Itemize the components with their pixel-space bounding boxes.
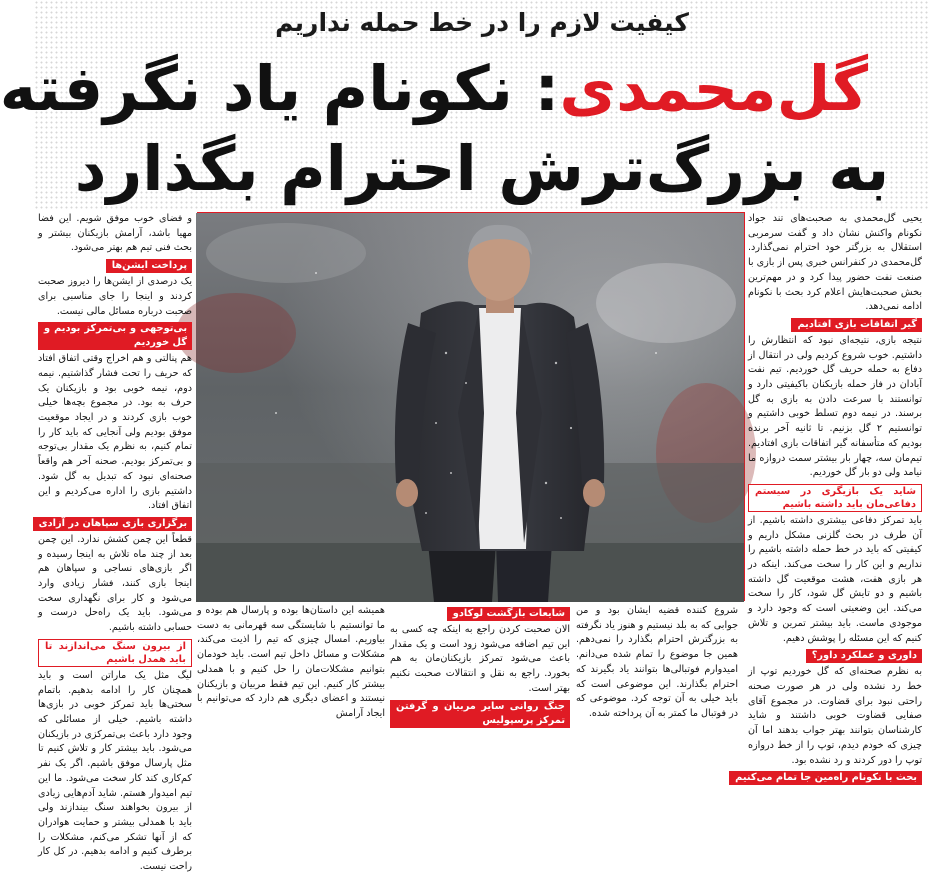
paragraph: لیگ مثل یک ماراتن است و باید همچنان کار را ادامه بدهیم. باتمام سختی‌ها باید تمرکز خوبی در بازی‌ها داشته باشیم. خیلی از مسائلی که وجود دارد باعث بی‌تمرکزی در بازیکنان می‌شود. باید بیشتر کار و تلاش کنیم تا مثل پارسال موفق باشیم. اگر یک نفر کم‌کاری کند کار سخت می‌شود. ما این تیم امیدوار هستم. شاید آدم‌هایی زیادی از بیرون بخواهند سنگ بیندازند ولی باید با همدلی بیشتر و حمایت هوادران که از آنها تشکر می‌کنم، مشکلات را برطرف کنیم و ادامه بدهیم. در کل کار راحت نیست. xyxy=(38,669,192,873)
coach-photo xyxy=(197,212,745,601)
paragraph: به نظرم صحنه‌ای که گل خوردیم توپ از خط رد نشده ولی در هر صورت صحنه راحتی نبود برای قضاوت. در مجموع آقای صفایی قضاوت خوبی داشتند و شاید کارشناسان بتوانند بهتر جواب بدهند اما آن چیزی که خودم دیدم، توپ را از خط دروازه توپ را دور کردند و رد نشده بود. xyxy=(748,666,922,766)
paragraph: یحیی گل‌محمدی به صحبت‌های تند جواد نکونام واکنش نشان داد و گفت سرمربی استقلال به بزرگتر خود احترام نمی‌گذارد. گل‌محمدی در کنفرانس خبری پس از بازی با صنعت نفت حضور پیدا کرد و در مهم‌ترین بخش صحبت‌هایش اعلام کرد بحث با نکونام ادامه نمی‌دهد. xyxy=(748,213,922,313)
subheading: پرداخت ایشن‌ها xyxy=(106,259,192,273)
main-headline xyxy=(0,50,868,128)
subheading: جنگ روانی سایر مربیان و گرفتن تمرکز پرسپولیس xyxy=(390,700,570,728)
kicker-headline: کیفیت لازم را در خط حمله نداریم xyxy=(275,8,689,37)
subheading: برگزاری بازی سپاهان در آزادی xyxy=(33,517,192,531)
subheading: گیر اتفاقات بازی افتادیم xyxy=(791,318,922,332)
paragraph: شروع کننده قضیه ایشان بود و من جوابی که به بلد نیستیم و هنوز یاد نگرفته به بزرگترش احترام بگذارد را نمی‌دهم. همین جا موضوع را تمام شده می‌دانم. امیدوارم فوتبالی‌ها بتوانند یاد بگیرند که احترام بگذارند. این موضوعی است که باید خیلی به آن توجه کرد. موضوعی که در فوتبال ما کمتر به آن پرداخته شده. xyxy=(576,605,738,719)
paragraph: قطعاً این چمن کشش ندارد. این چمن بعد از چند ماه تلاش به اینجا رسیده و اگر بازی‌های نساجی و سپاهان هم اینجا بازی کنند، فشار زیادی وارد می‌شود و کار برای نگهداری سخت می‌شود. باید یک راه‌حل درست و حسابی داشته باشیم. xyxy=(38,533,192,634)
paragraph: نتیجه بازی، نتیجه‌ای نبود که انتظارش را داشتیم. خوب شروع کردیم ولی در انتقال از دفاع به حمله حریف گل خوردیم. تیم نفت آبادان در فاز حمله بازیکنان باکیفیتی دارد و توانستند با سرعت دادن به بازی به گل برسند. در نیمه دوم تسلط خوبی داشتیم و توانستیم ۲ گل بزنیم. تا ثانیه آخر برنده بودیم که متأسفانه گیر اتفاقات بازی افتادیم. تیم‌مان سه، چهار بار بیشتر سمت دروازه ما نیامد ولی دو بار گل خوردیم. xyxy=(748,334,922,479)
subheading: بحث با نکونام راه‌مین جا تمام می‌کنیم xyxy=(729,771,922,785)
subheading: از بیرون سنگ می‌اندازند تا باید همدل باشیم xyxy=(38,639,192,667)
paragraph: هم پنالتی و هم اخراج وقتی اتفاق افتاد که حریف را تحت فشار گذاشتیم. نیمه دوم، نیمه خوبی بود و بازیکنان یک حرف به بود. در مجموع بچه‌ها خیلی خوب بازی کردند و در ایجاد موقعیت موفق بودیم ولی آنجایی که باید کار را تمام کنیم، به نظرم یک مقدار بی‌توجه و بی‌تمرکز بودیم. صحنه آخر هم واقعاً صحنه‌ای نبود که تبدیل به گل شود. داشتیم بازی را اداره می‌کردیم و این اتفاق افتاد. xyxy=(38,353,192,512)
subheading: شاید یک بازیگری در سیستم دفاعی‌مان باید داشته باشیم xyxy=(748,484,922,512)
paragraph: همیشه این داستان‌ها بوده و پارسال هم بوده و ما توانستیم با شایستگی سه قهرمانی به دست بیاوریم. امسال چیزی که تیم را اذیت می‌کند، مشکلات و مسائل داخل تیم است. باید خودمان بتوانیم مشکلات‌مان را حل کنیم و با همدلی بیشتر کار کنیم. این تیم فقط مربیان و بازیکنان نیستند و اعضای دیگری هم دارد که می‌توانیم با ایجاد آرامش xyxy=(197,605,385,719)
paragraph: یک درصدی از ایشن‌ها را دیروز صحبت کردند و اینجا را جای مناسبی برای صحبت درباره مسائل مالی نیست. xyxy=(38,276,192,317)
main-headline-line2: به بزرگ‌ترش احترام بگذارد xyxy=(74,132,890,205)
column-mid-right xyxy=(576,604,738,720)
coach-photo-illustration xyxy=(196,213,744,602)
headline-name: گل‌محمدی xyxy=(559,52,868,125)
paragraph: و فضای خوب موفق شویم. این فضا مهیا باشد، آرامش بازیکنان بیشتر و بحث فنی تیم هم بهتر می‌شود. xyxy=(38,213,192,254)
column-left xyxy=(38,212,192,873)
column-right xyxy=(735,212,922,784)
subheading: بی‌توجهی و بی‌تمرکز بودیم و گل خوردیم xyxy=(38,322,192,350)
subheading: شایعات بازگشت لوکادو xyxy=(447,607,570,621)
column-mid-left xyxy=(197,604,385,720)
headline-rest: نکونام یاد نگرفته xyxy=(0,52,513,125)
paragraph: الان صحبت کردن راجع به اینکه چه کسی به این تیم اضافه می‌شود زود است و یک مقدار باعث می‌شود تمرکز بازیکنان‌مان به هم بخورد. راجع به نقل و انتقالات صحبت نکنیم بهتر است. xyxy=(390,624,570,694)
column-mid-center xyxy=(390,604,570,726)
headline-colon: : xyxy=(534,52,560,125)
subheading: داوری و عملکرد داور؟ xyxy=(806,649,922,663)
paragraph: باید تمرکز دفاعی بیشتری داشته باشیم. از آن طرف در بحث گلزنی مشکل داریم و کیفیتی که باید در خط حمله داشته باشیم را نداریم و این کار را سخت می‌کند. اینکه در هر بازی هفت، هشت موقعیت گل داشته باشیم و دو تایش گل شود، کار را سخت می‌کند. این وضعیتی است که وجود دارد و موجودی ماست. باید بیشتر تمرین و تلاش کنیم که این مسئله را پوشش دهیم. xyxy=(748,514,922,644)
